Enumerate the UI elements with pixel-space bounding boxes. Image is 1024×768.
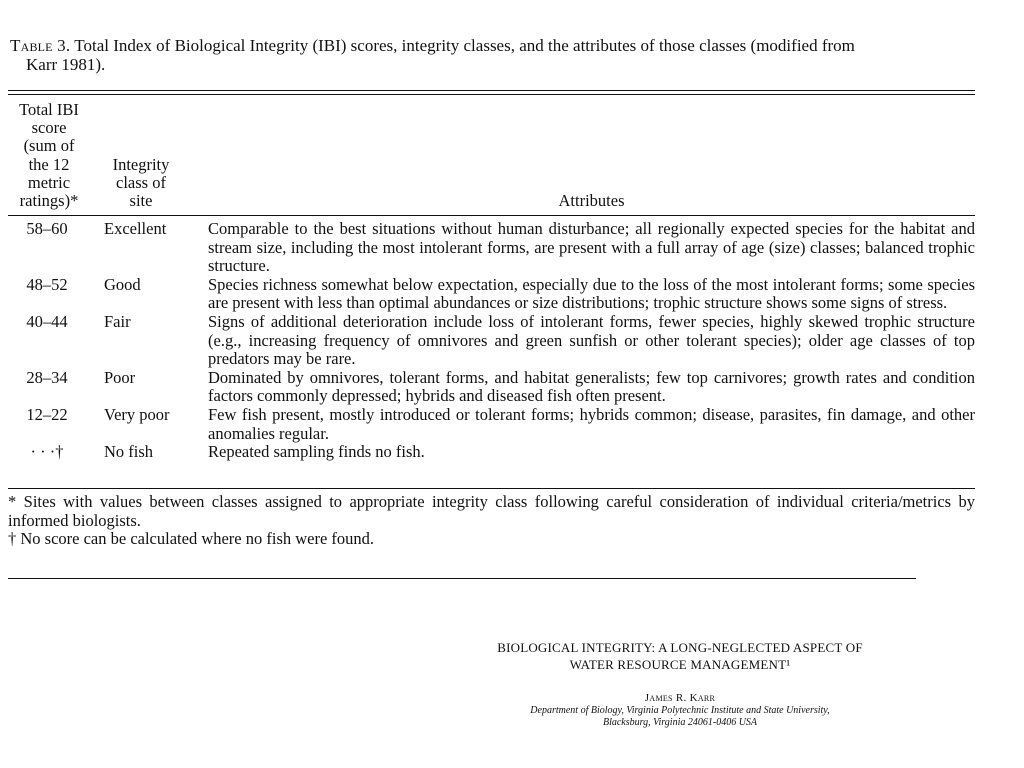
footnote-dagger: † No score can be calculated where no fish were found.: [8, 529, 375, 549]
attributes-cell: Few fish present, mostly introduced or tolerant forms; hybrids common; disease, parasites, fin damage, and other anomalies regular.: [208, 404, 975, 443]
attributes-cell: Species richness somewhat below expectation, especially due to the loss of the most intolerant forms; some species are present with less than optimal abundances or size distributions; trophic structure shows some signs of stress.: [208, 274, 975, 313]
score-cell: 40–44: [26, 311, 68, 331]
class-cell: Very poor: [104, 404, 170, 424]
table-row: [8, 443, 975, 462]
table-row: [8, 406, 975, 443]
article-author: James R. Karr: [644, 692, 716, 704]
affiliation-line-2: Blacksburg, Virginia 24061-0406 USA: [602, 717, 758, 728]
attributes-cell: Comparable to the best situations without human disturbance; all regionally expected species for the habitat and stream size, including the most intolerant forms, are present with a full array of age (size) classes; balanced trophic structure.: [208, 219, 975, 276]
table-row: [8, 369, 975, 406]
score-cell: 28–34: [26, 367, 68, 387]
score-cell: 12–22: [26, 404, 68, 424]
score-cell: · · ·†: [30, 442, 64, 462]
class-cell: Excellent: [104, 219, 167, 238]
table-caption: [10, 36, 985, 74]
class-cell: Poor: [104, 367, 136, 387]
attributes-cell: Dominated by omnivores, tolerant forms, and habitat generalists; few top carnivores; growth rates and condition factors commonly depressed; hybrids and diseased fish often present.: [208, 367, 975, 406]
table-row: [8, 276, 975, 313]
table-row: [8, 220, 975, 276]
score-cell: 48–52: [26, 274, 68, 294]
table-top-rule: [8, 90, 975, 91]
header-total-ibi-score: Total IBI score (sum of the 12 metric ratings)*: [19, 100, 79, 211]
caption-text-1: Total Index of Biological Integrity (IBI) scores, integrity classes, and the attributes of those classes (modified from: [74, 36, 855, 55]
table-top-rule-2: [8, 94, 975, 95]
article-title-line-2: WATER RESOURCE MANAGEMENT¹: [569, 657, 791, 672]
caption-text-2: Karr 1981).: [26, 55, 106, 74]
header-attributes: Attributes: [558, 191, 625, 210]
attributes-cell: Repeated sampling finds no fish.: [208, 442, 425, 462]
class-cell: Fair: [104, 311, 131, 331]
caption-label: Table 3.: [10, 36, 71, 55]
article-title-line-1: BIOLOGICAL INTEGRITY: A LONG-NEGLECTED ASPECT OF: [497, 640, 863, 655]
attributes-cell: Signs of additional deterioration include loss of intolerant forms, fewer species, highly skewed trophic structure (e.g., increasing frequency of omnivores and green sunfish or other tolerant species); older age classes of top predators may be rare.: [208, 311, 975, 369]
footnote-asterisk: * Sites with values between classes assigned to appropriate integrity class following careful consideration of individual criteria/metrics by informed biologists.: [8, 492, 975, 530]
table-bottom-rule: [8, 488, 975, 489]
article-affiliation: [430, 705, 930, 729]
caption-line-1: [10, 36, 985, 55]
header-integrity-class: Integrity class of site: [112, 155, 170, 211]
class-cell: Good: [104, 274, 141, 294]
table-body: [8, 220, 975, 462]
affiliation-line-1: Department of Biology, Virginia Polytechnic Institute and State University,: [530, 705, 830, 716]
table-row: [8, 313, 975, 369]
section-divider: [8, 578, 916, 579]
score-cell: 58–60: [26, 219, 68, 238]
header-rule: [8, 215, 975, 216]
table-footnotes: [8, 493, 975, 549]
class-cell: No fish: [104, 442, 154, 462]
article-title: [430, 639, 930, 673]
